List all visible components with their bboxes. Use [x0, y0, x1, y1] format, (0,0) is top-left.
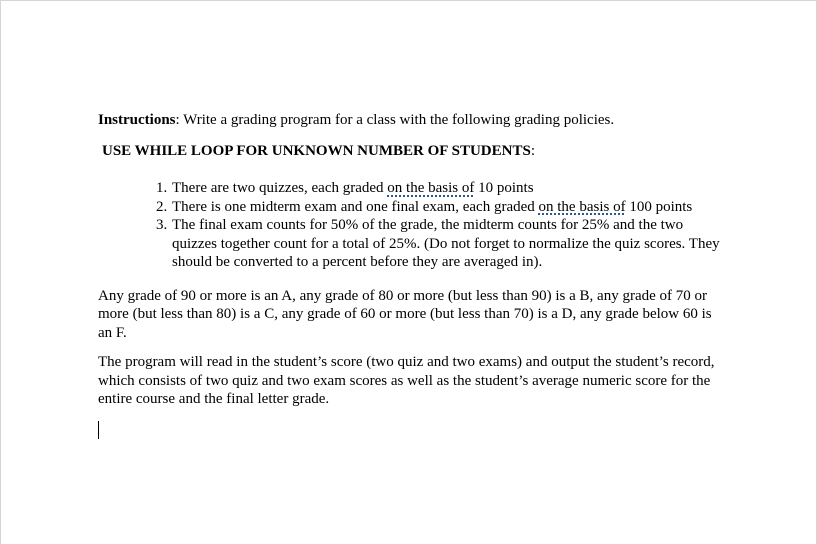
text-cursor: [98, 421, 99, 439]
rule-item-quizzes: [171, 179, 723, 198]
rule-3-text: The final exam counts for 50% of the grade, the midterm counts for 25% and the two quizzes together count for a total of 25%. (Do not forget to normalize the quiz scores. They should be converted to a percent before they are averaged in).: [172, 217, 720, 270]
rule-item-weights: [171, 216, 723, 272]
loop-heading: [98, 142, 723, 161]
rule-1-text-after: 10 points: [474, 180, 534, 196]
spellcheck-flagged-phrase[interactable]: on the basis of: [538, 198, 626, 215]
document-body[interactable]: [98, 111, 723, 439]
rule-1-text-before: There are two quizzes, each graded: [172, 180, 388, 196]
rule-2-text-before: There is one midterm exam and one final exam, each graded: [172, 198, 539, 215]
instructions-paragraph: [98, 111, 723, 130]
rule-2-text-after: 100 points: [625, 198, 693, 215]
instructions-text: : Write a grading program for a class with the following grading policies.: [175, 112, 615, 128]
program-description-paragraph: The program will read in the student’s score (two quiz and two exams) and output the student’s record, which consists of two quiz and two exam scores as well as the student’s average numeric score for the entire course and the final letter grade.: [98, 354, 715, 407]
instructions-label: Instructions: [98, 112, 176, 128]
loop-heading-text: USE WHILE LOOP FOR UNKNOWN NUMBER OF STUDENTS: [102, 142, 531, 159]
rule-item-exams: [171, 198, 723, 217]
letter-grade-paragraph: Any grade of 90 or more is an A, any grade of 80 or more (but less than 90) is a B, any grade of 70 or more (but less than 80) is a C, any grade of 60 or more (but less than 70) is a D, any grade below 60 is an F.: [98, 287, 712, 341]
spellcheck-flagged-phrase[interactable]: on the basis of: [387, 180, 475, 196]
loop-heading-colon: :: [530, 142, 535, 159]
grading-rules-list: [98, 179, 723, 272]
